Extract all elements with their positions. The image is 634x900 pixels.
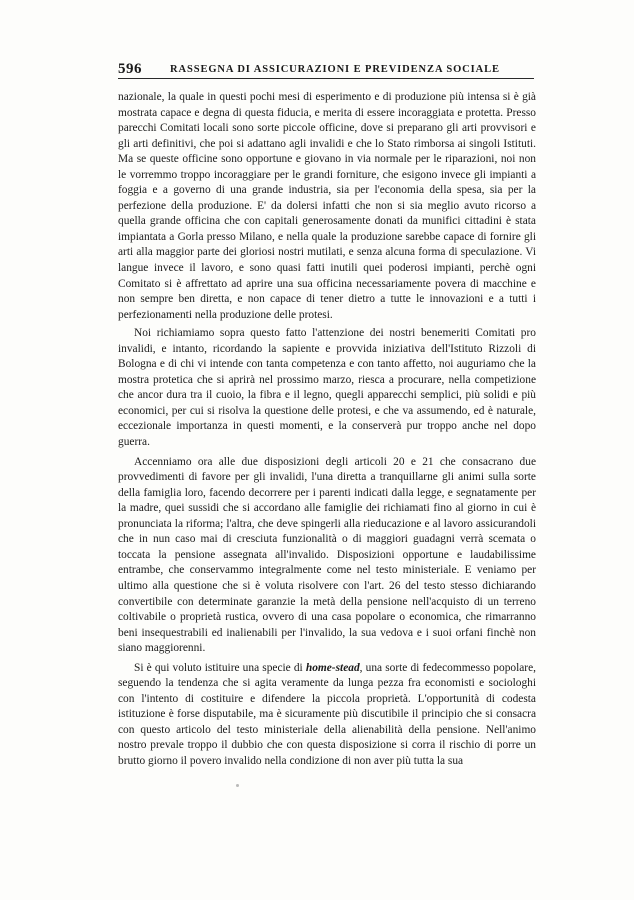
page-number: 596 <box>118 61 142 77</box>
running-title: RASSEGNA DI ASSICURAZIONI E PREVIDENZA SOCIALE <box>170 64 500 75</box>
paragraph-1: nazionale, la quale in questi pochi mesi di esperimento e di produzione più intensa si è già mostrata capace e degna di questa fiducia, e merita di essere incoraggiata e protetta. Presso parecchi Comitati locali sono sorte piccole officine, dove si preparano gli arti provvisori e gli arti definitivi, che poi si adattano agli invalidi e che lo Stato rimborsa ai singoli Istituti. Ma se queste officine sono opportune e giovano in via normale per le riparazioni, noi non le vorremmo troppo incoraggiare per le grandi forniture, che esigono invece gli impianti a foggia e a governo di una grande industria, sia per l'economia della spesa, sia per la perfezione della produzione. E' da dolersi infatti che non si sia meglio avuto ricorso a quella grande officina che con capitali generosamente donati da munifici cittadini è stata impiantata a Gorla presso Milano, e nella quale la produzione sarebbe capace di fornire gli arti alla maggior parte dei gloriosi nostri mutilati, e senza alcuna forma di speculazione. Vi langue invece il lavoro, e sono quasi fatti inutili quei poderosi impianti, perchè ogni Comitato si è affrettato ad aprire una sua officina necessariamente povera di macchine e non sempre ben diretta, e non capace di tener dietro a tutte le innovazioni e a tutti i perfezionamenti nella produzione delle protesi. <box>118 91 536 321</box>
home-stead-term: home-stead <box>305 661 360 674</box>
paragraph-4-rest: , una sorte di fedecommesso popolare, seguendo la tendenza che si agita veramente da lunga pezza fra economisti e sociologhi con l'intento di costituire e difendere la piccola proprietà. L'opportunità di codesta istituzione è forse disputabile, ma è sicuramente più discutibile il principio che si consacra con questo articolo del testo ministeriale della alienabilità della pensione. Nell'animo nostro prevale troppo il dubbio che con questa disposizione si corra il rischio di porre un brutto giorno il povero invalido nella condizione di non aver più tutta la sua <box>118 661 537 767</box>
article-body <box>118 90 536 774</box>
page-header <box>118 58 534 79</box>
paragraph-2: Noi richiamiamo sopra questo fatto l'attenzione dei nostri benemeriti Comitati pro invalidi, e intanto, ricordando la sapiente e provvida iniziativa dell'Istituto Rizzoli di Bologna e di chi vi intende con tanta competenza e con tanto affetto, noi auguriamo che la mostra protetica che si aprirà nel prossimo marzo, riesca a procurare, nella competizione che ancor dura tra il cuoio, la fibra e il legno, quegli apparecchi semplici, più solidi e più economici, per cui si risolva la questione delle protesi, e che va assumendo, ed è naturale, eccezionale importanza in questi momenti, e la conserverà pur troppo anche nel dopo guerra. <box>118 327 536 449</box>
paragraph-3: Accenniamo ora alle due disposizioni degli articoli 20 e 21 che consacrano due provvedimenti di favore per gli invalidi, l'una diretta a tranquillarne gli animi sulla sorte della famiglia loro, facendo decorrere per i parenti indicati dalla legge, e segnatamente per la madre, quei sussidi che si accordano alle famiglie dei richiamati fino al giorno in cui è pronunciata la riforma; l'altra, che deve spingerli alla rieducazione e al lavoro assicurandoli che in nun caso mai di cresciuta funzionalità o di maggiori guadagni verrà scemata o toccata la pensione assegnata all'invalido. Disposizioni opportune e laudabilissime entrambe, che conservammo integralmente come nel testo ministeriale. E veniamo per ultimo alla questione che si è voluta risolvere con l'art. 26 del testo stesso dichiarando convertibile con determinate garanzie la metà della pensione nell'acquisto di un terreno coltivabile o proprietà rustica, ovvero di una casa popolare o economica, che rimarranno beni insequestrabili ed inalienabili per l'invalido, la sua vedova e i suoi orfani finchè non siano maggiorenni. <box>118 455 536 655</box>
ink-speck <box>236 784 239 787</box>
paragraph-4 <box>118 661 536 770</box>
paragraph-4-lead: Si è qui voluto istituire una specie di <box>134 661 306 674</box>
